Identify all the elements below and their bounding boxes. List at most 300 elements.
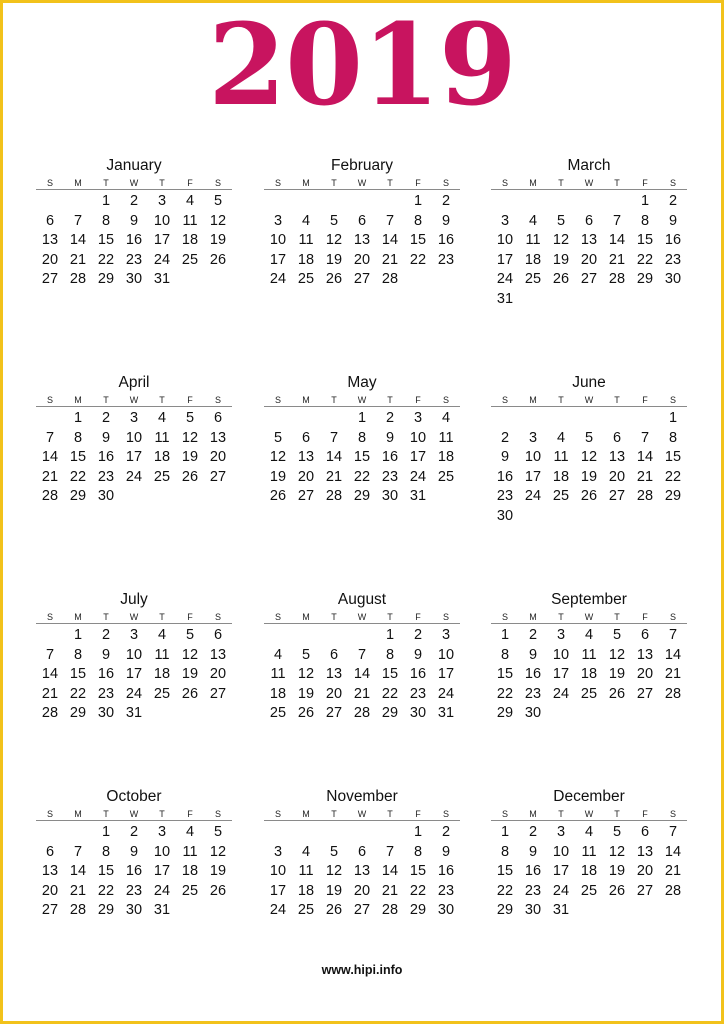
day-cell: 8	[385, 646, 395, 663]
day-cell: 15	[409, 232, 427, 248]
day-cell: 25	[297, 902, 315, 918]
day-cell: 13	[636, 843, 654, 860]
day-cell: 15	[69, 666, 87, 682]
day-cell: 16	[409, 666, 427, 682]
day-cell: 8	[413, 212, 423, 229]
weekday-header	[264, 394, 460, 407]
day-cell: 29	[496, 705, 514, 721]
day-cell: 27	[297, 488, 315, 504]
day-cell: 8	[73, 646, 83, 663]
month-october	[36, 786, 232, 921]
day-cell: 2	[129, 824, 139, 840]
weekday-label: F	[187, 809, 193, 819]
weekday-label: W	[129, 178, 139, 188]
weekday-header	[36, 394, 232, 407]
day-cell: 3	[556, 627, 566, 643]
day-cell: 10	[437, 646, 455, 663]
day-cell: 15	[97, 863, 115, 879]
day-cell: 3	[157, 193, 167, 209]
day-cell: 16	[524, 666, 542, 682]
month-march	[491, 155, 687, 309]
empty-cell	[320, 409, 348, 429]
day-cell: 5	[301, 646, 311, 663]
empty-cell	[519, 409, 547, 429]
day-cell: 22	[381, 685, 399, 702]
day-cell: 17	[153, 232, 171, 248]
day-cell: 18	[552, 468, 570, 485]
day-cell: 26	[325, 271, 343, 287]
day-cell: 21	[41, 468, 59, 485]
day-cell: 26	[209, 251, 227, 268]
day-cell: 16	[437, 863, 455, 879]
day-cell: 18	[524, 251, 542, 268]
day-cell: 10	[153, 212, 171, 229]
day-cell: 2	[385, 410, 395, 426]
day-cell: 3	[273, 843, 283, 860]
empty-cell	[348, 626, 376, 646]
day-cell: 23	[125, 251, 143, 268]
day-cell: 20	[608, 468, 626, 485]
day-cell: 22	[496, 685, 514, 702]
day-cell: 18	[153, 666, 171, 682]
day-cell: 7	[385, 212, 395, 229]
day-cell: 1	[413, 824, 423, 840]
day-cell: 25	[181, 882, 199, 899]
weekday-label: W	[584, 178, 594, 188]
day-cell: 28	[608, 271, 626, 287]
weekday-label: F	[415, 612, 421, 622]
day-cell: 31	[153, 271, 171, 287]
weekday-label: S	[274, 395, 281, 405]
day-cell: 25	[552, 488, 570, 504]
weekday-header	[491, 394, 687, 407]
day-cell: 3	[413, 410, 423, 426]
day-cell: 19	[269, 468, 287, 485]
day-cell: 13	[41, 863, 59, 879]
day-cell: 9	[441, 212, 451, 229]
weekday-label: F	[187, 178, 193, 188]
weekday-header	[36, 808, 232, 821]
day-cell: 12	[209, 212, 227, 229]
day-cell: 16	[97, 449, 115, 465]
day-cell: 9	[441, 843, 451, 860]
weekday-header	[491, 808, 687, 821]
day-cell: 2	[528, 824, 538, 840]
day-cell: 6	[301, 429, 311, 446]
day-cell: 18	[153, 449, 171, 465]
day-cell: 29	[381, 705, 399, 721]
day-cell: 21	[608, 251, 626, 268]
month-name: November	[326, 788, 398, 805]
day-cell: 26	[181, 468, 199, 485]
day-cell: 12	[269, 449, 287, 465]
empty-cell	[575, 192, 603, 212]
day-cell: 12	[209, 843, 227, 860]
day-cell: 28	[664, 882, 682, 899]
day-cell: 25	[437, 468, 455, 485]
empty-cell	[36, 192, 64, 212]
day-cell: 17	[153, 863, 171, 879]
day-cell: 27	[353, 902, 371, 918]
month-september	[491, 589, 687, 724]
day-cell: 24	[125, 685, 143, 702]
weekday-label: S	[501, 178, 508, 188]
day-cell: 22	[97, 251, 115, 268]
day-cell: 15	[353, 449, 371, 465]
day-cell: 5	[273, 429, 283, 446]
day-cell: 13	[608, 449, 626, 465]
day-cell: 31	[437, 705, 455, 721]
day-cell: 1	[385, 627, 395, 643]
day-cell: 29	[97, 271, 115, 287]
day-cell: 21	[353, 685, 371, 702]
day-cell: 13	[636, 646, 654, 663]
day-cell: 16	[496, 468, 514, 485]
weekday-label: S	[46, 809, 53, 819]
day-grid	[264, 624, 460, 724]
day-cell: 6	[357, 212, 367, 229]
day-grid	[264, 821, 460, 921]
weekday-label: M	[74, 395, 82, 405]
empty-cell	[292, 409, 320, 429]
day-cell: 20	[353, 251, 371, 268]
day-cell: 14	[608, 232, 626, 248]
weekday-label: T	[387, 178, 393, 188]
day-cell: 20	[209, 666, 227, 682]
weekday-label: W	[129, 395, 139, 405]
day-cell: 22	[69, 685, 87, 702]
day-cell: 25	[181, 251, 199, 268]
day-cell: 15	[381, 666, 399, 682]
empty-cell	[320, 823, 348, 843]
day-cell: 28	[41, 705, 59, 721]
weekday-label: F	[415, 395, 421, 405]
day-cell: 17	[552, 666, 570, 682]
weekday-label: T	[614, 178, 620, 188]
empty-cell	[264, 823, 292, 843]
day-cell: 19	[552, 251, 570, 268]
day-cell: 5	[185, 410, 195, 426]
day-cell: 17	[496, 251, 514, 268]
day-cell: 13	[353, 232, 371, 248]
weekday-label: T	[159, 395, 165, 405]
day-cell: 13	[297, 449, 315, 465]
day-cell: 30	[97, 705, 115, 721]
month-december	[491, 786, 687, 921]
day-cell: 24	[524, 488, 542, 504]
day-cell: 26	[181, 685, 199, 702]
day-cell: 6	[213, 627, 223, 643]
weekday-label: M	[302, 395, 310, 405]
weekday-label: M	[302, 809, 310, 819]
day-cell: 10	[409, 429, 427, 446]
day-cell: 17	[437, 666, 455, 682]
month-name: March	[567, 157, 611, 174]
day-cell: 8	[500, 646, 510, 663]
day-grid	[264, 407, 460, 507]
weekday-label: T	[159, 612, 165, 622]
empty-cell	[264, 409, 292, 429]
weekday-header	[36, 177, 232, 190]
empty-cell	[491, 192, 519, 212]
day-cell: 14	[69, 232, 87, 248]
day-cell: 6	[329, 646, 339, 663]
day-cell: 20	[636, 863, 654, 879]
day-cell: 9	[500, 449, 510, 465]
day-cell: 18	[297, 251, 315, 268]
day-cell: 30	[409, 705, 427, 721]
weekday-label: S	[214, 178, 221, 188]
day-cell: 25	[153, 685, 171, 702]
day-cell: 1	[413, 193, 423, 209]
day-cell: 4	[441, 410, 451, 426]
weekday-label: T	[558, 612, 564, 622]
day-cell: 20	[325, 685, 343, 702]
weekday-label: W	[129, 612, 139, 622]
day-cell: 6	[357, 843, 367, 860]
day-cell: 27	[209, 685, 227, 702]
day-cell: 19	[209, 863, 227, 879]
day-cell: 14	[353, 666, 371, 682]
day-cell: 1	[73, 410, 83, 426]
empty-cell	[292, 823, 320, 843]
day-cell: 24	[496, 271, 514, 287]
day-cell: 30	[125, 902, 143, 918]
weekday-label: T	[159, 178, 165, 188]
empty-cell	[264, 626, 292, 646]
day-cell: 6	[640, 627, 650, 643]
day-cell: 29	[636, 271, 654, 287]
day-cell: 11	[154, 646, 170, 663]
day-cell: 14	[664, 646, 682, 663]
day-cell: 7	[612, 212, 622, 229]
day-cell: 9	[101, 429, 111, 446]
day-cell: 19	[325, 251, 343, 268]
month-name: August	[337, 591, 387, 608]
day-cell: 26	[552, 271, 570, 287]
day-cell: 23	[496, 488, 514, 504]
day-cell: 1	[500, 627, 510, 643]
day-cell: 30	[524, 705, 542, 721]
day-cell: 19	[297, 685, 315, 702]
day-cell: 26	[297, 705, 315, 721]
weekday-label: T	[614, 809, 620, 819]
weekday-header	[264, 177, 460, 190]
weekday-label: S	[214, 809, 221, 819]
day-cell: 31	[552, 902, 570, 918]
weekday-label: M	[302, 612, 310, 622]
day-cell: 5	[185, 627, 195, 643]
day-cell: 7	[385, 843, 395, 860]
day-cell: 24	[552, 882, 570, 899]
day-cell: 27	[325, 705, 343, 721]
weekday-label: F	[642, 612, 648, 622]
day-cell: 5	[213, 824, 223, 840]
weekday-label: S	[442, 612, 449, 622]
month-august	[264, 589, 460, 724]
day-cell: 11	[553, 449, 569, 465]
day-cell: 8	[73, 429, 83, 446]
day-cell: 28	[381, 271, 399, 287]
day-cell: 7	[668, 627, 678, 643]
day-cell: 14	[69, 863, 87, 879]
day-cell: 28	[325, 488, 343, 504]
day-cell: 19	[325, 882, 343, 899]
day-cell: 27	[608, 488, 626, 504]
day-cell: 16	[381, 449, 399, 465]
day-cell: 11	[438, 429, 454, 446]
weekday-label: M	[529, 178, 537, 188]
day-cell: 1	[500, 824, 510, 840]
day-cell: 12	[181, 429, 199, 446]
weekday-label: W	[357, 612, 367, 622]
day-cell: 16	[97, 666, 115, 682]
day-cell: 13	[325, 666, 343, 682]
day-cell: 9	[101, 646, 111, 663]
weekday-label: M	[529, 395, 537, 405]
month-name: February	[330, 157, 394, 174]
weekday-label: W	[584, 809, 594, 819]
weekday-label: S	[274, 178, 281, 188]
weekday-label: M	[74, 809, 82, 819]
day-cell: 21	[325, 468, 343, 485]
day-cell: 22	[636, 251, 654, 268]
day-grid	[36, 407, 232, 507]
day-cell: 3	[273, 212, 283, 229]
day-cell: 11	[525, 232, 541, 248]
day-cell: 15	[496, 863, 514, 879]
day-cell: 27	[636, 882, 654, 899]
day-cell: 28	[381, 902, 399, 918]
day-cell: 1	[101, 193, 111, 209]
day-cell: 6	[213, 410, 223, 426]
weekday-label: T	[331, 178, 337, 188]
weekday-label: W	[357, 395, 367, 405]
day-cell: 3	[129, 410, 139, 426]
day-cell: 19	[181, 666, 199, 682]
day-cell: 25	[524, 271, 542, 287]
weekday-label: S	[442, 178, 449, 188]
day-cell: 25	[153, 468, 171, 485]
day-cell: 20	[41, 251, 59, 268]
day-cell: 23	[97, 685, 115, 702]
website-footer: www.hipi.info	[321, 963, 403, 977]
weekday-label: T	[103, 809, 109, 819]
weekday-label: F	[642, 809, 648, 819]
day-cell: 5	[612, 824, 622, 840]
day-cell: 10	[153, 843, 171, 860]
empty-cell	[292, 192, 320, 212]
weekday-header	[264, 808, 460, 821]
day-cell: 30	[524, 902, 542, 918]
day-cell: 23	[524, 685, 542, 702]
weekday-label: S	[46, 612, 53, 622]
month-name: July	[120, 591, 148, 608]
day-cell: 9	[528, 646, 538, 663]
weekday-label: M	[529, 612, 537, 622]
weekday-label: F	[642, 178, 648, 188]
empty-cell	[603, 192, 631, 212]
day-cell: 27	[41, 271, 59, 287]
month-june	[491, 372, 687, 526]
day-cell: 3	[441, 627, 451, 643]
weekday-header	[491, 177, 687, 190]
weekday-label: S	[46, 178, 53, 188]
day-cell: 14	[636, 449, 654, 465]
day-cell: 25	[580, 882, 598, 899]
day-cell: 17	[125, 666, 143, 682]
weekday-label: F	[187, 612, 193, 622]
day-cell: 20	[41, 882, 59, 899]
day-cell: 9	[413, 646, 423, 663]
day-cell: 1	[73, 627, 83, 643]
day-cell: 25	[580, 685, 598, 702]
weekday-label: S	[669, 809, 676, 819]
weekday-label: F	[642, 395, 648, 405]
day-cell: 15	[409, 863, 427, 879]
weekday-label: M	[529, 809, 537, 819]
weekday-label: T	[331, 395, 337, 405]
month-name: January	[106, 157, 162, 174]
weekday-label: W	[584, 612, 594, 622]
day-cell: 23	[437, 251, 455, 268]
day-cell: 7	[668, 824, 678, 840]
day-cell: 26	[580, 488, 598, 504]
day-cell: 16	[524, 863, 542, 879]
day-cell: 8	[101, 212, 111, 229]
weekday-label: S	[214, 395, 221, 405]
weekday-label: S	[46, 395, 53, 405]
day-cell: 4	[584, 824, 594, 840]
day-cell: 7	[45, 646, 55, 663]
day-cell: 3	[157, 824, 167, 840]
empty-cell	[320, 626, 348, 646]
day-cell: 12	[325, 863, 343, 879]
weekday-label: S	[501, 395, 508, 405]
day-grid	[491, 190, 687, 309]
day-grid	[36, 190, 232, 290]
day-cell: 25	[297, 271, 315, 287]
day-cell: 13	[41, 232, 59, 248]
day-cell: 29	[69, 488, 87, 504]
day-cell: 20	[580, 251, 598, 268]
weekday-label: S	[501, 612, 508, 622]
month-may	[264, 372, 460, 507]
weekday-label: S	[274, 809, 281, 819]
weekday-header	[36, 611, 232, 624]
day-cell: 23	[97, 468, 115, 485]
weekday-label: T	[614, 395, 620, 405]
day-cell: 27	[41, 902, 59, 918]
day-cell: 2	[441, 824, 451, 840]
day-cell: 12	[580, 449, 598, 465]
empty-cell	[36, 409, 64, 429]
weekday-label: T	[103, 178, 109, 188]
day-cell: 26	[608, 685, 626, 702]
day-cell: 24	[269, 271, 287, 287]
weekday-label: M	[74, 178, 82, 188]
day-cell: 10	[125, 646, 143, 663]
day-cell: 7	[640, 429, 650, 446]
day-cell: 23	[125, 882, 143, 899]
day-cell: 4	[301, 843, 311, 860]
day-cell: 28	[353, 705, 371, 721]
day-cell: 6	[612, 429, 622, 446]
day-cell: 17	[524, 468, 542, 485]
day-cell: 26	[209, 882, 227, 899]
day-cell: 2	[668, 193, 678, 209]
day-cell: 22	[97, 882, 115, 899]
